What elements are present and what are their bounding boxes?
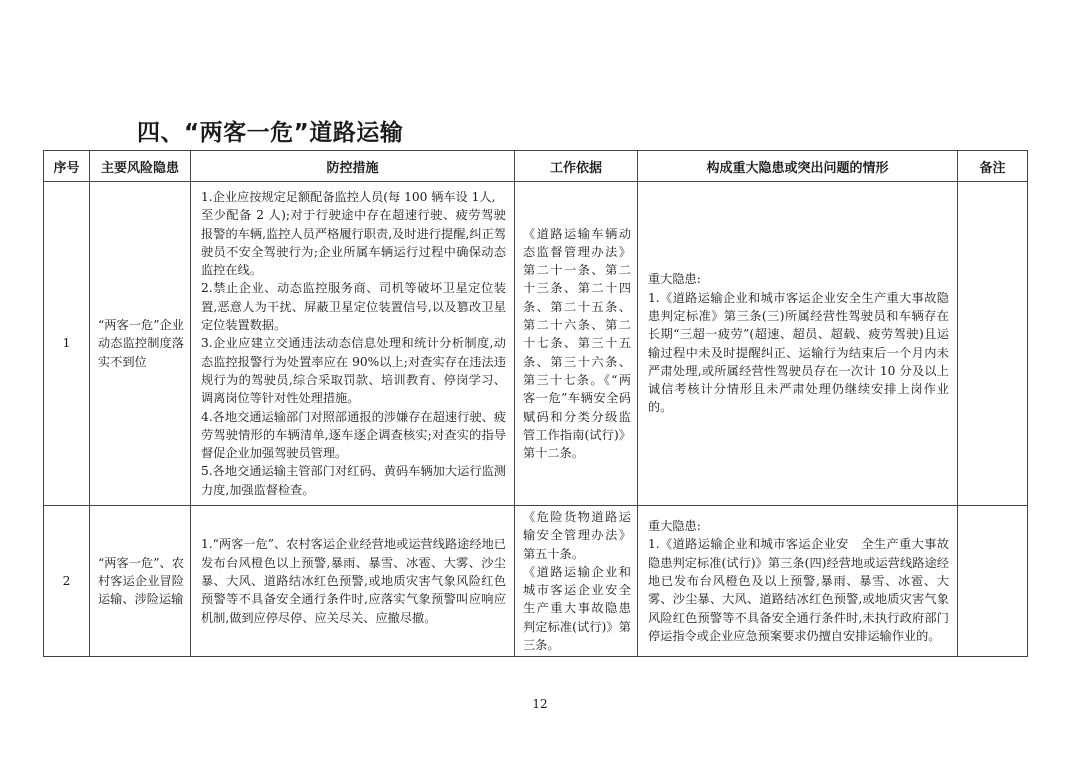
situation-heading: 重大隐患:: [648, 519, 701, 534]
measure-paragraph: 3.企业应建立交通违法动态信息处理和统计分析制度,动态监控报警行为处置率应在 90%以上;对查实存在违法违规行为的驾驶员,综合采取罚款、培训教育、停岗学习、调离岗位等针对性处理措施。: [201, 336, 506, 406]
measure-paragraph: 4.各地交通运输部门对照部通报的涉嫌存在超速行驶、疲劳驾驶情形的车辆清单,逐车逐企调查核实;对查实的指导督促企业加强驾驶员管理。: [201, 409, 506, 461]
measure-paragraph: 5.各地交通运输主管部门对红码、黄码车辆加大运行监测力度,加强监督检查。: [201, 464, 506, 497]
basis-paragraph: 《道路运输车辆动态监督管理办法》第二十一条、第二十三条、第二十四条、第二十五条、第二十六条、第二十七条、第三十五条、第三十六条、第三十七条。《“两客一危”车辆安全码赋码和分类分级监管工作指南(试行)》第十二条。: [523, 226, 631, 461]
situation-paragraph: 1.《道路运输企业和城市客运企业安全生产重大事故隐患判定标准》第三条(三)所属经营性驾驶员和车辆存在长期“三超一疲劳”(超速、超员、超载、疲劳驾驶)且运输过程中未及时提醒纠正、运输行为结束后一个月内未严肃处理,或所属经营性驾驶员存在一次计 10 分及以上诚信考核计分情形且未严肃处理仍继续安排上岗作业的。: [648, 290, 949, 415]
measure-paragraph: 1.“两客一危”、农村客运企业经营地或运营线路途经地已发布台风橙色以上预警,暴雨、暴雪、冰雹、大雾、沙尘暴、大风、道路结冰红色预警,或地质灾害气象风险红色预警等不具备安全通行条件时,应落实气象预警叫应响应机制,做到应停尽停、应关尽关、应撤尽撤。: [201, 537, 506, 625]
remark-cell: [958, 182, 1028, 506]
header-index: 序号: [44, 151, 90, 182]
measures-cell: [191, 182, 515, 506]
basis-paragraph: 《危险货物道路运输安全管理办法》第五十条。: [523, 510, 631, 561]
measures-cell: [191, 506, 515, 657]
header-risk: 主要风险隐患: [90, 151, 191, 182]
page-number: 12: [532, 697, 548, 711]
remark-cell: [958, 506, 1028, 657]
situation-heading: 重大隐患:: [648, 272, 701, 287]
basis-cell: [515, 182, 638, 506]
situation-cell: [638, 506, 958, 657]
risk-cell: “两客一危”企业动态监控制度落实不到位: [90, 182, 191, 506]
risk-cell: “两客一危”、农村客运企业冒险运输、涉险运输: [90, 506, 191, 657]
header-remark: 备注: [958, 151, 1028, 182]
section-title: 四、“两客一危”道路运输: [137, 120, 404, 146]
header-situation: 构成重大隐患或突出问题的情形: [638, 151, 958, 182]
situation-paragraph: 1.《道路运输企业和城市客运企业安 全生产重大事故隐患判定标准(试行)》第三条(四)经营地或运营线路途经地已发布台风橙色及以上预警,暴雨、暴雪、冰雹、大雾、沙尘暴、大风、道路结冰红色预警,或地质灾害气象风险红色预警等不具备安全通行条件时,未执行政府部门停运指令或企业应急预案要求仍擅自安排运输作业的。: [648, 537, 949, 643]
row-index: 2: [44, 506, 90, 657]
measure-paragraph: 1.企业应按规定足额配备监控人员(每 100 辆车设 1人, 至少配备 2 人);对于行驶途中存在超速行驶、疲劳驾驶 报警的车辆,监控人员严格履行职责,及时进行提醒,纠正驾驶员不安全驾驶行为;企业所属车辆运行过程中确保动态监控在线。: [201, 189, 506, 278]
header-basis: 工作依据: [515, 151, 638, 182]
basis-cell: [515, 506, 638, 657]
header-measures: 防控措施: [191, 151, 515, 182]
hazard-table: [43, 150, 1028, 657]
table-row: [44, 506, 1028, 657]
table-row: [44, 182, 1028, 506]
measure-paragraph: 2.禁止企业、动态监控服务商、司机等破坏卫星定位装置,恶意人为干扰、屏蔽卫星定位装置信号,以及篡改卫星定位装置数据。: [201, 281, 506, 333]
table-header-row: [44, 151, 1028, 182]
row-index: 1: [44, 182, 90, 506]
basis-paragraph: 《道路运输企业和城市客运企业安全生产重大事故隐患判定标准(试行)》第三条。: [523, 564, 631, 653]
situation-cell: [638, 182, 958, 506]
